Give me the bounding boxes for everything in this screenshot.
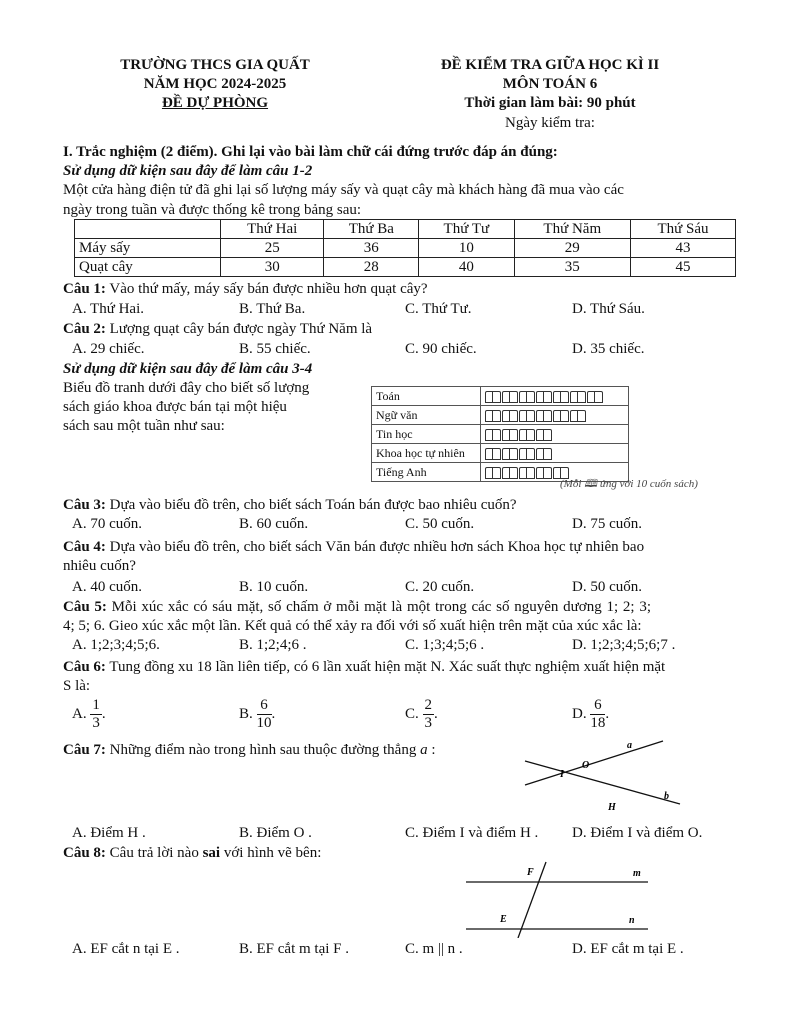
line-b bbox=[525, 761, 680, 804]
q7-option-b[interactable]: B. Điểm O . bbox=[239, 825, 312, 841]
fraction-denominator: 3 bbox=[92, 715, 100, 731]
table-cell: 43 bbox=[631, 239, 736, 258]
school-year: NĂM HỌC 2024-2025 bbox=[143, 76, 287, 92]
book-icon bbox=[536, 391, 552, 403]
intro-q3-4 bbox=[63, 379, 353, 436]
table-cell: 10 bbox=[419, 239, 514, 258]
pictogram-label: Tiếng Anh bbox=[372, 463, 481, 482]
table-cell: 30 bbox=[221, 258, 324, 277]
book-icon bbox=[502, 410, 518, 422]
pictogram-books bbox=[481, 425, 629, 444]
book-icon bbox=[536, 467, 552, 479]
question-4 bbox=[63, 538, 644, 557]
book-icon bbox=[519, 467, 535, 479]
question-tail: với hình vẽ bên: bbox=[220, 845, 322, 861]
question-label: Câu 7: bbox=[63, 742, 106, 758]
section-title: I. Trắc nghiệm (2 điểm). Ghi lại vào bài làm chữ cái đứng trước đáp án đúng: bbox=[63, 144, 558, 160]
pictogram-label: Tin học bbox=[372, 425, 481, 444]
q2-option-d[interactable]: D. 35 chiếc. bbox=[572, 341, 645, 357]
q4-option-b[interactable]: B. 10 cuốn. bbox=[239, 579, 309, 595]
question-tail: : bbox=[427, 742, 436, 758]
table-header-cell: Thứ Năm bbox=[514, 220, 631, 239]
intro-line: Biểu đồ tranh dưới đây cho biết số lượng bbox=[63, 380, 310, 396]
fraction-numerator: 6 bbox=[257, 697, 272, 715]
fraction-denominator: 10 bbox=[256, 715, 272, 731]
table-cell: 45 bbox=[631, 258, 736, 277]
fraction bbox=[423, 697, 435, 732]
book-icon bbox=[502, 429, 518, 441]
q1-option-d[interactable]: D. Thứ Sáu. bbox=[572, 301, 645, 317]
book-icon bbox=[502, 467, 518, 479]
q4-option-a[interactable]: A. 40 cuốn. bbox=[72, 579, 142, 595]
book-icon bbox=[587, 391, 603, 403]
table-row bbox=[75, 258, 736, 277]
q7-figure bbox=[515, 735, 695, 815]
q4-option-c[interactable]: C. 20 cuốn. bbox=[405, 579, 475, 595]
table-header-cell: Thứ Ba bbox=[324, 220, 419, 239]
fraction bbox=[590, 697, 605, 732]
q4-option-d[interactable]: D. 50 cuốn. bbox=[572, 579, 642, 595]
q8-option-d[interactable]: D. EF cắt m tại E . bbox=[572, 941, 684, 957]
question-label: Câu 3: bbox=[63, 497, 106, 513]
intro-q1-2: Một cửa hàng điện tử đã ghi lại số lượng máy sấy và quạt cây mà khách hàng đã mua vào các bbox=[63, 182, 624, 198]
label-m: m bbox=[633, 868, 641, 879]
question-8 bbox=[63, 844, 321, 863]
question-2 bbox=[63, 320, 372, 339]
question-label: Câu 2: bbox=[63, 321, 106, 337]
book-icon bbox=[536, 410, 552, 422]
fraction bbox=[257, 697, 272, 732]
q8-option-b[interactable]: B. EF cắt m tại F . bbox=[239, 941, 349, 957]
question-label: Câu 5: bbox=[63, 599, 107, 615]
option-letter: D. bbox=[572, 705, 587, 722]
q5-option-b[interactable]: B. 1;2;4;6 . bbox=[239, 637, 307, 653]
question-text: Lượng quạt cây bán được ngày Thứ Năm là bbox=[105, 321, 373, 337]
question-emphasis: sai bbox=[202, 845, 221, 861]
intro-q1-2-line2: ngày trong tuần và được thống kê trong bảng sau: bbox=[63, 202, 362, 218]
q7-option-c[interactable]: C. Điểm I và điểm H . bbox=[405, 825, 539, 841]
q3-option-a[interactable]: A. 70 cuốn. bbox=[72, 516, 142, 532]
question-6-cont: S là: bbox=[63, 678, 91, 694]
q5-option-d[interactable]: D. 1;2;3;4;5;6;7 . bbox=[572, 637, 676, 653]
intro-line: sách giáo khoa được bán tại một hiệu bbox=[63, 399, 287, 415]
option-letter: C. bbox=[405, 705, 419, 722]
table-cell: 36 bbox=[324, 239, 419, 258]
option-letter: A. bbox=[72, 705, 87, 722]
table-cell bbox=[75, 220, 221, 239]
q1-option-c[interactable]: C. Thứ Tư. bbox=[405, 301, 472, 317]
fraction-denominator: 3 bbox=[424, 715, 433, 731]
fraction-denominator: 18 bbox=[590, 715, 606, 731]
q8-figure bbox=[462, 858, 662, 938]
question-5 bbox=[63, 598, 743, 617]
book-icon bbox=[570, 410, 586, 422]
table-header-cell: Thứ Hai bbox=[221, 220, 324, 239]
question-text: Những điểm nào trong hình sau thuộc đường thẳng bbox=[105, 742, 421, 758]
q1-option-b[interactable]: B. Thứ Ba. bbox=[239, 301, 306, 317]
table-header-cell: Thứ Sáu bbox=[631, 220, 736, 239]
label-E: E bbox=[500, 914, 507, 925]
q6-option-b[interactable]: B. $\frac{6}{10}$ . bbox=[239, 697, 276, 731]
reserve-label: ĐỀ DỰ PHÒNG bbox=[161, 95, 269, 111]
q6-option-a[interactable]: A. $\frac{1}{3}$ . bbox=[72, 697, 106, 731]
pictogram-books bbox=[481, 387, 629, 406]
pictogram-label: Ngữ văn bbox=[372, 406, 481, 425]
book-icon bbox=[570, 391, 586, 403]
book-icon bbox=[519, 429, 535, 441]
label-I: I bbox=[560, 769, 564, 780]
question-7 bbox=[63, 741, 436, 760]
table-cell: Quạt cây bbox=[75, 258, 221, 277]
book-icon bbox=[553, 391, 569, 403]
fraction bbox=[90, 697, 102, 732]
table-header-row bbox=[75, 220, 736, 239]
q2-option-c[interactable]: C. 90 chiếc. bbox=[405, 341, 477, 357]
question-6 bbox=[63, 658, 665, 677]
book-icon bbox=[502, 448, 518, 460]
q3-option-c[interactable]: C. 50 cuốn. bbox=[405, 516, 475, 532]
fraction-numerator: 2 bbox=[424, 697, 433, 713]
pictogram-books bbox=[481, 444, 629, 463]
table-row bbox=[75, 239, 736, 258]
subject: MÔN TOÁN 6 bbox=[502, 76, 598, 92]
table-cell: 25 bbox=[221, 239, 324, 258]
question-text: Vào thứ mấy, máy sấy bán được nhiều hơn quạt cây? bbox=[105, 281, 428, 297]
fraction-numerator: 6 bbox=[590, 697, 605, 715]
table-cell: 40 bbox=[419, 258, 514, 277]
line-a bbox=[525, 741, 663, 785]
sales-table bbox=[74, 219, 736, 277]
book-icon bbox=[485, 391, 501, 403]
question-4-cont: nhiêu cuốn? bbox=[63, 558, 136, 574]
question-3 bbox=[63, 496, 517, 515]
instruction-q1-2: Sử dụng dữ kiện sau đây để làm câu 1-2 bbox=[63, 163, 313, 179]
question-1 bbox=[63, 280, 428, 299]
q8-option-c[interactable]: C. m || n . bbox=[405, 941, 463, 957]
question-text: Dựa vào biểu đồ trên, cho biết sách Văn bán được nhiều hơn sách Khoa học tự nhiên bao bbox=[105, 539, 645, 555]
book-icon bbox=[519, 391, 535, 403]
pictogram-row bbox=[372, 406, 629, 425]
book-icon bbox=[553, 410, 569, 422]
question-label: Câu 1: bbox=[63, 281, 106, 297]
pictogram-row bbox=[372, 425, 629, 444]
book-icon bbox=[485, 448, 501, 460]
exam-title: ĐỀ KIỂM TRA GIỮA HỌC KÌ II bbox=[440, 57, 660, 73]
q6-option-c[interactable]: C. $\frac{2}{3}$ . bbox=[405, 697, 438, 731]
table-header-cell: Thứ Tư bbox=[419, 220, 514, 239]
book-icon bbox=[485, 429, 501, 441]
option-letter: B. bbox=[239, 705, 253, 722]
q8-option-a[interactable]: A. EF cắt n tại E . bbox=[72, 941, 180, 957]
table-cell: 29 bbox=[514, 239, 631, 258]
pictogram-row bbox=[372, 387, 629, 406]
book-icon bbox=[502, 391, 518, 403]
book-pictogram bbox=[371, 386, 629, 482]
pictogram-label: Toán bbox=[372, 387, 481, 406]
fraction-numerator: 1 bbox=[92, 697, 100, 713]
book-icon bbox=[519, 410, 535, 422]
q1-option-a[interactable]: A. Thứ Hai. bbox=[72, 301, 145, 317]
label-n: n bbox=[629, 915, 635, 926]
label-F: F bbox=[527, 867, 534, 878]
q3-option-b[interactable]: B. 60 cuốn. bbox=[239, 516, 309, 532]
label-a: a bbox=[627, 740, 632, 751]
pictogram-label: Khoa học tự nhiên bbox=[372, 444, 481, 463]
exam-date: Ngày kiểm tra: bbox=[505, 115, 595, 131]
q3-option-d[interactable]: D. 75 cuốn. bbox=[572, 516, 642, 532]
q6-option-d[interactable]: D. $\frac{6}{18}$ . bbox=[572, 697, 610, 731]
question-text: Mỗi xúc xắc có sáu mặt, số chấm ở mỗi mặt là một trong các số nguyên dương 1; 2; 3; bbox=[106, 599, 651, 615]
table-cell: Máy sấy bbox=[75, 239, 221, 258]
pictogram-row bbox=[372, 444, 629, 463]
book-icon bbox=[485, 410, 501, 422]
book-icon bbox=[536, 429, 552, 441]
table-cell: 28 bbox=[324, 258, 419, 277]
question-label: Câu 4: bbox=[63, 539, 106, 555]
label-H: H bbox=[608, 802, 616, 813]
book-icon bbox=[519, 448, 535, 460]
line-variable: a bbox=[420, 742, 428, 758]
label-b: b bbox=[664, 791, 669, 802]
question-text: Tung đồng xu 18 lần liên tiếp, có 6 lần xuất hiện mặt N. Xác suất thực nghiệm xuất hiện mặt bbox=[105, 659, 666, 675]
school-name: TRƯỜNG THCS GIA QUẤT bbox=[120, 57, 310, 73]
question-5-cont: 4; 5; 6. Gieo xúc xắc một lần. Kết quả có thể xảy ra đối với số xuất hiện trên mặt của xúc xắc là: bbox=[63, 618, 642, 634]
table-cell: 35 bbox=[514, 258, 631, 277]
instruction-q3-4: Sử dụng dữ kiện sau đây để làm câu 3-4 bbox=[63, 361, 313, 377]
pictogram-legend: (Mỗi 🕮 ứng với 10 cuốn sách) bbox=[560, 478, 698, 490]
question-text: Câu trả lời nào bbox=[105, 845, 203, 861]
q2-option-b[interactable]: B. 55 chiếc. bbox=[239, 341, 311, 357]
question-label: Câu 6: bbox=[63, 659, 106, 675]
pictogram-books bbox=[481, 406, 629, 425]
q7-option-a[interactable]: A. Điểm H . bbox=[72, 825, 146, 841]
q5-option-c[interactable]: C. 1;3;4;5;6 . bbox=[405, 637, 485, 653]
q2-option-a[interactable]: A. 29 chiếc. bbox=[72, 341, 145, 357]
question-text: Dựa vào biểu đồ trên, cho biết sách Toán bán được bao nhiêu cuốn? bbox=[105, 497, 517, 513]
book-icon bbox=[485, 467, 501, 479]
exam-time: Thời gian làm bài: 90 phút bbox=[464, 95, 636, 111]
question-label: Câu 8: bbox=[63, 845, 106, 861]
intro-line: sách sau một tuần như sau: bbox=[63, 418, 225, 434]
label-O: O bbox=[582, 760, 590, 771]
q7-option-d[interactable]: D. Điểm I và điểm O. bbox=[572, 825, 703, 841]
book-icon bbox=[536, 448, 552, 460]
q5-option-a[interactable]: A. 1;2;3;4;5;6. bbox=[72, 637, 160, 653]
